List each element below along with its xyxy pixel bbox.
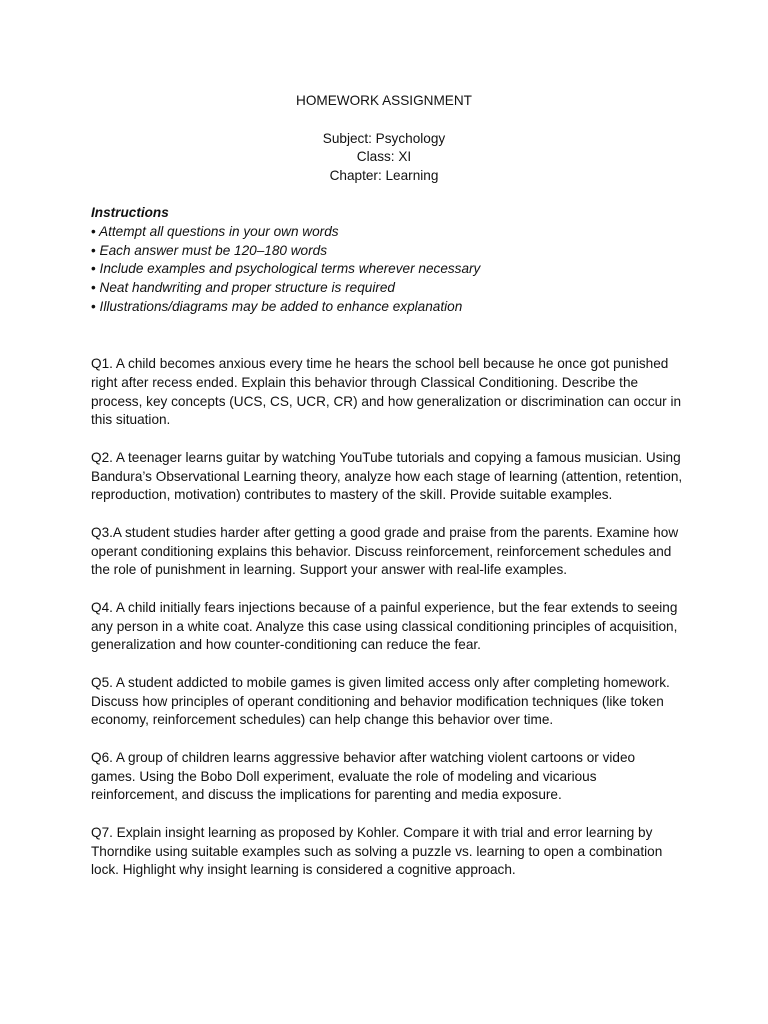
class-line: Class: XI bbox=[356, 149, 412, 165]
instruction-text: Each answer must be 120–180 words bbox=[99, 242, 327, 258]
subject-line: Subject: Psychology bbox=[322, 130, 446, 146]
instruction-item bbox=[91, 298, 711, 317]
instructions-section bbox=[91, 204, 711, 317]
instruction-text: Attempt all questions in your own words bbox=[99, 223, 339, 239]
instructions-list bbox=[91, 223, 711, 317]
header-spacer bbox=[0, 111, 768, 130]
question-7: Q7. Explain insight learning as proposed by Kohler. Compare it with trial and error learning by Thorndike using suitable examples such as solving a puzzle vs. learning to open a combination lock. Highlight why insight learning is considered a cognitive approach. bbox=[91, 824, 663, 878]
instruction-text: Illustrations/diagrams may be added to enhance explanation bbox=[99, 298, 463, 314]
instructions-heading: Instructions bbox=[91, 205, 169, 220]
instruction-item bbox=[91, 260, 711, 279]
chapter-line: Chapter: Learning bbox=[329, 168, 439, 184]
question-3: Q3.A student studies harder after getting a good grade and praise from the parents. Examine how operant conditioning explains this behavior. Discuss reinforcement, reinforcement schedules and the role of punishment in learning. Support your answer with real-life examples. bbox=[91, 524, 679, 578]
instruction-item bbox=[91, 242, 711, 261]
bullet-icon: • bbox=[91, 242, 96, 258]
bullet-icon: • bbox=[91, 261, 96, 277]
instruction-item bbox=[91, 279, 711, 298]
instruction-text: Include examples and psychological terms wherever necessary bbox=[99, 261, 481, 277]
bullet-icon: • bbox=[91, 223, 96, 239]
question-2: Q2. A teenager learns guitar by watching YouTube tutorials and copying a famous musician. Using Bandura’s Observational Learning theory, analyze how each stage of learning (attention, retention, reproduction, motivation) contributes to mastery of the skill. Provide suitable examples. bbox=[91, 449, 683, 503]
question-4: Q4. A child initially fears injections because of a painful experience, but the fear extends to seeing any person in a white coat. Analyze this case using classical conditioning principles of acquisition, generalization and how counter-conditioning can reduce the fear. bbox=[91, 599, 678, 653]
instruction-text: Neat handwriting and proper structure is required bbox=[99, 280, 395, 296]
bullet-icon: • bbox=[91, 298, 96, 314]
bullet-icon: • bbox=[91, 280, 96, 296]
instruction-item bbox=[91, 223, 711, 242]
question-6: Q6. A group of children learns aggressive behavior after watching violent cartoons or video games. Using the Bobo Doll experiment, evaluate the role of modeling and vicarious reinforcement, and discuss the implications for parenting and media exposure. bbox=[91, 749, 636, 803]
question-1: Q1. A child becomes anxious every time he hears the school bell because he once got punished right after recess ended. Explain this behavior through Classical Conditioning. Describe the process, key concepts (UCS, CS, UCR, CR) and how generalization or discrimination can occur in this situation. bbox=[91, 356, 682, 428]
questions-section bbox=[91, 355, 683, 899]
question-5: Q5. A student addicted to mobile games is given limited access only after completing homework. Discuss how principles of operant conditioning and behavior modification techniques (like token economy, reinforcement schedules) can help change this behavior over time. bbox=[91, 674, 670, 728]
document-header bbox=[0, 92, 768, 186]
assignment-title: HOMEWORK ASSIGNMENT bbox=[296, 93, 472, 108]
